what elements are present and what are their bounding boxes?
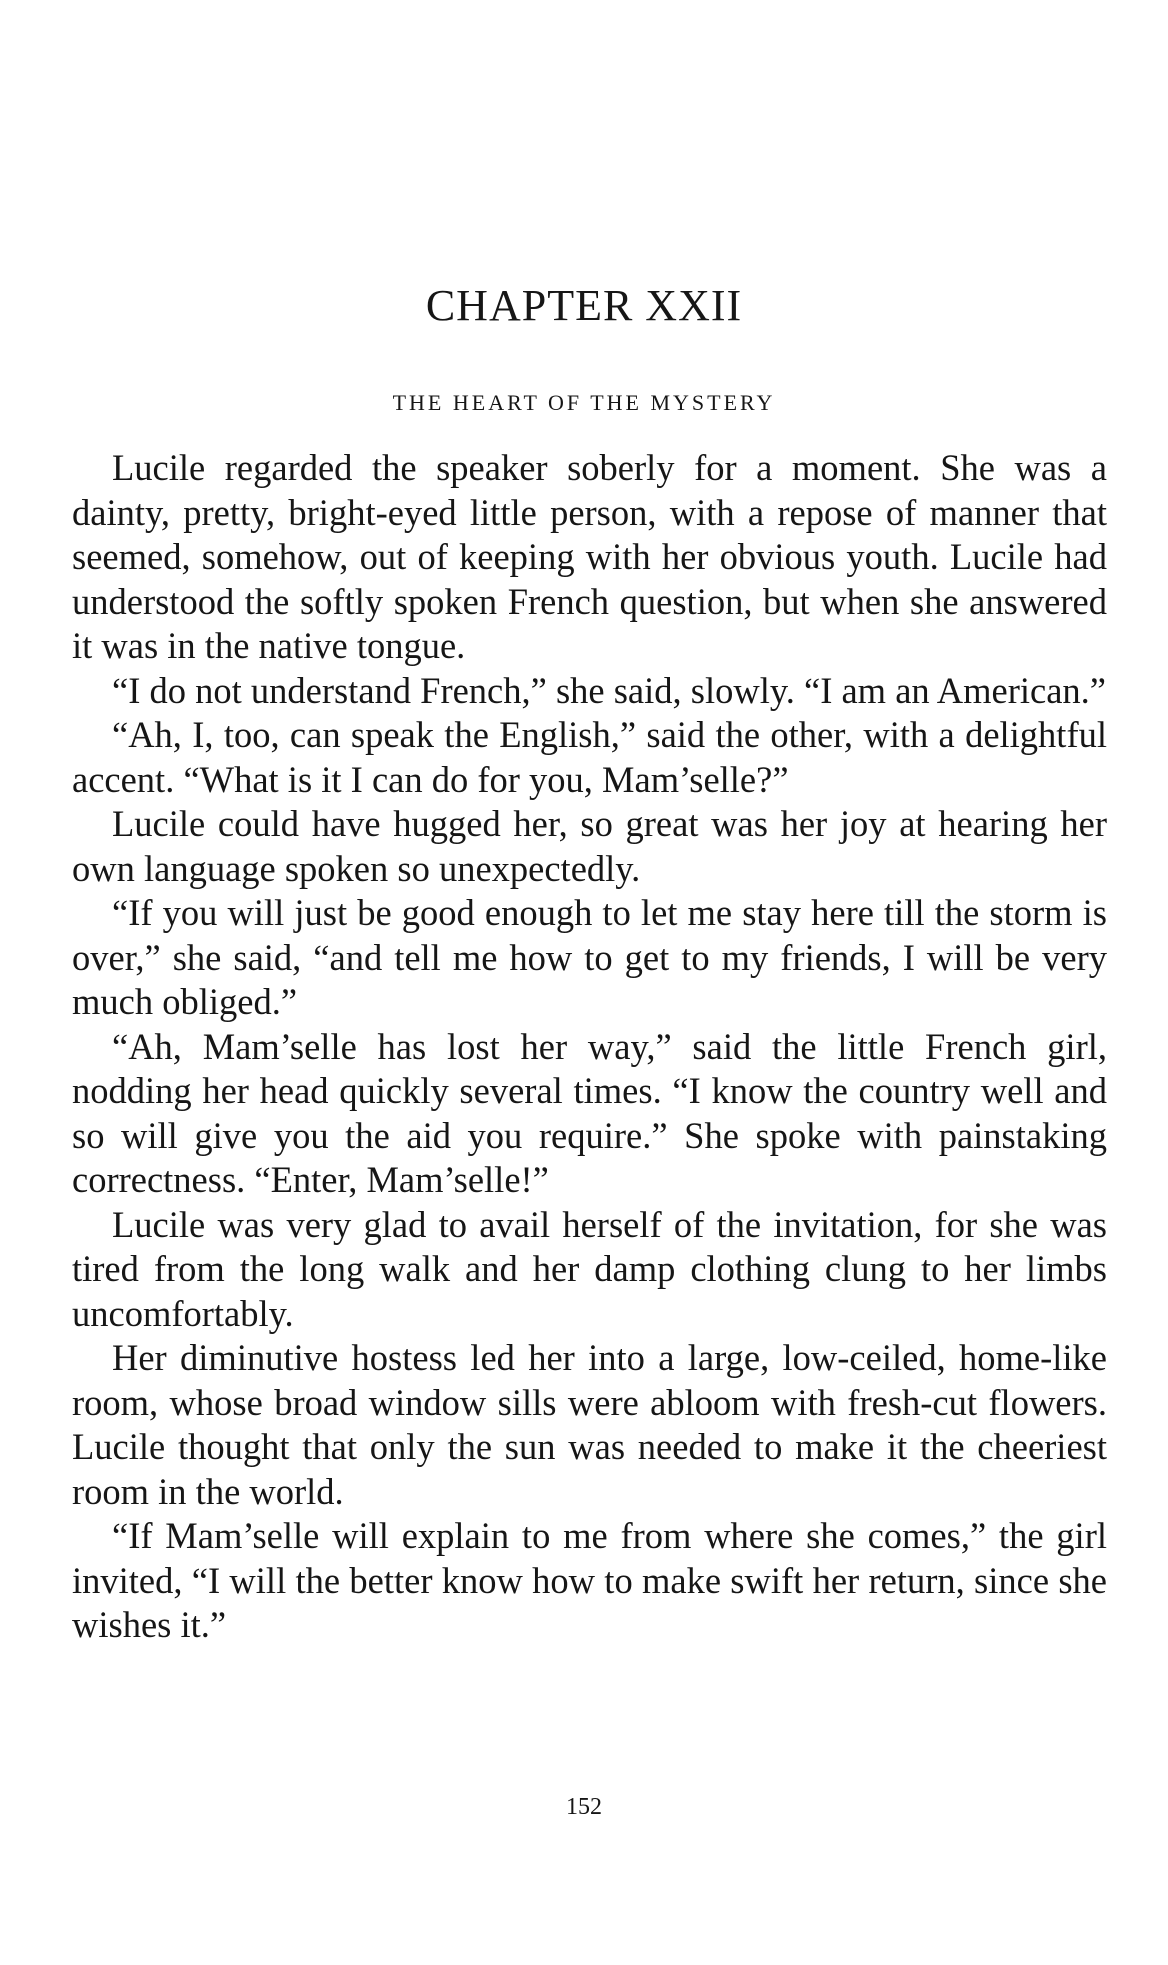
paragraph: “I do not understand French,” she said, slowly. “I am an American.” — [112, 669, 1106, 711]
chapter-title: THE HEART OF THE MYSTERY — [392, 390, 776, 415]
paragraph: Lucile was very glad to avail herself of the invitation, for she was tired from the long walk and her damp clothing clung to her limbs uncomfortably. — [72, 1203, 1107, 1334]
paragraph: Lucile could have hugged her, so great was her joy at hearing her own language spoken so unexpectedly. — [72, 803, 1107, 889]
paragraph: “Ah, I, too, can speak the English,” said the other, with a delightful accent. “What is it I can do for you, Mam’selle?” — [72, 714, 1107, 800]
chapter-body — [72, 446, 1107, 1648]
paragraph: Lucile regarded the speaker soberly for a moment. She was a dainty, pretty, bright-eyed little person, with a repose of manner that seemed, somehow, out of keeping with her obvious youth. Lucile had understood the softly spoken French question, but when she answered it was in the native tongue. — [72, 447, 1107, 666]
paragraph: “If you will just be good enough to let me stay here till the storm is over,” she said, “and tell me how to get to my friends, I will be very much obliged.” — [72, 892, 1107, 1022]
paragraph: Her diminutive hostess led her into a large, low-ceiled, home-like room, whose broad window sills were abloom with fresh-cut flowers. Lucile thought that only the sun was needed to make it the cheeriest room in the world. — [72, 1337, 1107, 1512]
chapter-number: CHAPTER XXII — [425, 281, 743, 330]
page-number: 152 — [566, 1794, 602, 1820]
paragraph: “Ah, Mam’selle has lost her way,” said the little French girl, nodding her head quickly several times. “I know the country well and so will give you the aid you require.” She spoke with painstaking correctness. “Enter, Mam’selle!” — [72, 1025, 1107, 1200]
paragraph: “If Mam’selle will explain to me from where she comes,” the girl invited, “I will the better know how to make swift her return, since she wishes it.” — [72, 1515, 1107, 1645]
